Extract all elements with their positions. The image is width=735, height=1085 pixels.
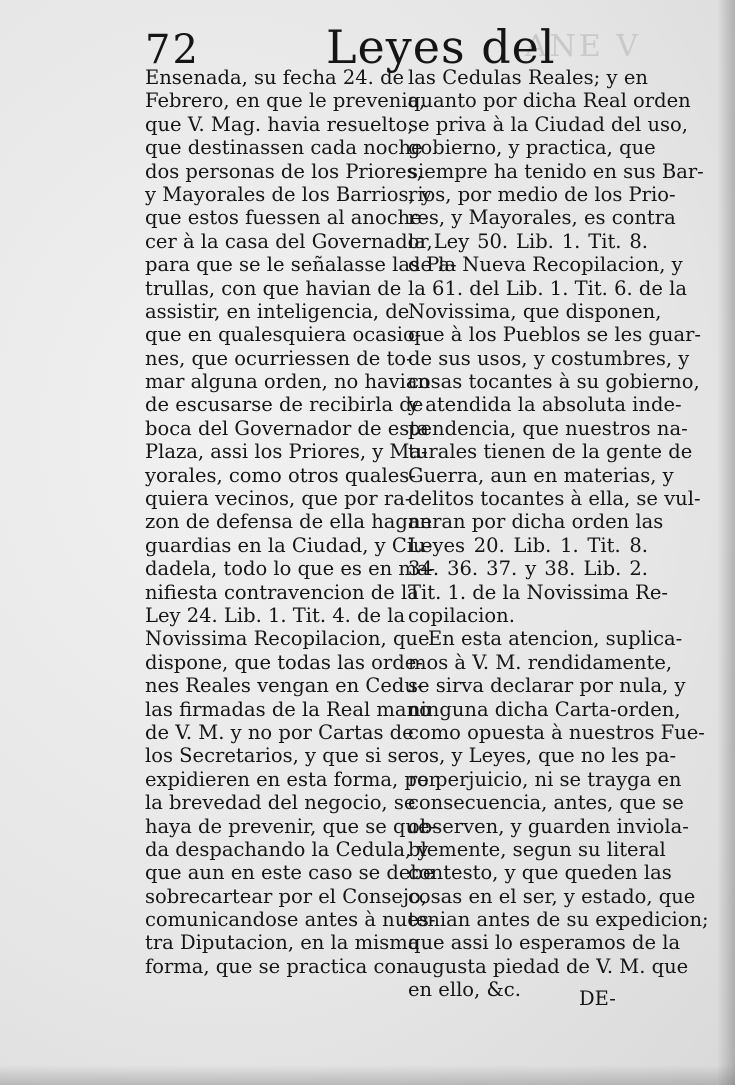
- text-line: las Cedulas Reales; y en: [408, 66, 648, 89]
- text-line: que destinassen cada noche: [145, 136, 423, 160]
- text-line: Novissima Recopilacion, que: [145, 627, 430, 651]
- text-line: de sus usos, y costumbres, y: [408, 346, 690, 370]
- text-line: contesto, y que queden las: [408, 861, 672, 885]
- text-line: mar alguna orden, no havian: [145, 370, 431, 394]
- text-line: se priva à la Ciudad del uso,: [408, 112, 688, 136]
- text-line: expidieren en esta forma, por: [145, 767, 438, 791]
- text-line: cer à la casa del Governador,: [145, 229, 433, 253]
- text-line: y atendida la absoluta inde-: [408, 393, 682, 417]
- text-line: Novissima, que disponen,: [408, 299, 662, 323]
- text-line: Febrero, en que le prevenia,: [145, 89, 426, 113]
- running-head: Leyes del: [326, 20, 556, 74]
- text-line: Plaza, assi los Priores, y Ma-: [145, 440, 428, 464]
- text-line: zon de defensa de ella hagan: [145, 510, 433, 534]
- text-line: copilacion.: [408, 603, 515, 627]
- text-line: boca del Governador de esta: [145, 416, 429, 440]
- text-line: los Secretarios, y que si se: [145, 744, 410, 768]
- text-line: cosas en el ser, y estado, que: [408, 884, 696, 908]
- text-line: tenian antes de su expedicion;: [408, 908, 709, 932]
- text-line: tra Diputacion, en la misma: [145, 931, 420, 955]
- text-line: ninguna dicha Carta-orden,: [408, 697, 681, 721]
- text-line: quiera vecinos, que por ra-: [145, 487, 412, 511]
- page-bottom-shadow: [0, 1065, 735, 1085]
- text-line: mos à V. M. rendidamente,: [408, 650, 673, 674]
- text-line: dispone, que todas las orde-: [145, 650, 423, 674]
- text-line: pendencia, que nuestros na-: [408, 416, 688, 440]
- text-line: guardias en la Ciudad, y Ciu-: [145, 533, 433, 557]
- text-line: en ello, &c.: [408, 978, 521, 1002]
- text-line: siempre ha tenido en sus Bar-: [408, 159, 704, 183]
- text-line: que à los Pueblos se les guar-: [408, 323, 701, 347]
- text-line: dadela, todo lo que es en ma-: [145, 557, 436, 581]
- text-line: comunicandose antes à nues-: [145, 908, 436, 932]
- text-line: las firmadas de la Real mano: [145, 697, 431, 721]
- text-line: En esta atencion, suplica-: [428, 627, 683, 651]
- text-line: da despachando la Cedula, y: [145, 837, 429, 861]
- text-line: la Ley 50. Lib. 1. Tit. 8.: [408, 229, 648, 253]
- text-line: dos personas de los Priores,: [145, 159, 423, 183]
- text-line: assistir, en inteligencia, de: [145, 299, 410, 323]
- text-line: augusta piedad de V. M. que: [408, 954, 689, 978]
- text-line: que V. Mag. havia resuelto,: [145, 112, 414, 136]
- text-line: observen, y guarden inviola-: [408, 814, 689, 838]
- text-line: gobierno, y practica, que: [408, 136, 656, 160]
- text-line: blemente, segun su literal: [408, 837, 666, 861]
- text-line: nes, que ocurriessen de to-: [145, 346, 413, 370]
- text-line: se sirva declarar por nula, y: [408, 674, 686, 698]
- text-line: cosas tocantes à su gobierno,: [408, 370, 700, 394]
- text-line: Ley 24. Lib. 1. Tit. 4. de la: [145, 603, 406, 627]
- text-line: y Mayorales de los Barrios, y: [145, 182, 432, 206]
- bleed-through-text: ANE V: [525, 29, 642, 64]
- text-line: 34. 36. 37. y 38. Lib. 2.: [408, 557, 648, 581]
- text-line: que assi lo esperamos de la: [408, 931, 681, 955]
- text-line: que aun en este caso se debe: [145, 861, 435, 885]
- right-column: [408, 66, 709, 1002]
- text-line: res, y Mayorales, es contra: [408, 206, 676, 230]
- text-line: la 61. del Lib. 1. Tit. 6. de la: [408, 276, 687, 300]
- text-line: turales tienen de la gente de: [408, 440, 693, 464]
- page-number: 72: [145, 27, 200, 73]
- text-line: sobrecartear por el Consejo,: [145, 884, 427, 908]
- text-line: Tit. 1. de la Novissima Re-: [408, 580, 668, 604]
- text-line: consecuencia, antes, que se: [408, 791, 684, 815]
- text-line: de V. M. y no por Cartas de: [145, 720, 414, 744]
- catchword: DE-: [579, 987, 616, 1010]
- text-line: quanto por dicha Real orden: [408, 89, 691, 113]
- text-line: Ensenada, su fecha 24. de: [145, 66, 405, 89]
- text-line: re perjuicio, ni se trayga en: [408, 767, 682, 791]
- text-line: Leyes 20. Lib. 1. Tit. 8.: [408, 533, 648, 557]
- text-line: de escusarse de recibirla de: [145, 393, 424, 417]
- text-line: que en qualesquiera ocasio-: [145, 323, 422, 347]
- text-line: delitos tocantes à ella, se vul-: [408, 487, 701, 511]
- text-line: rios, por medio de los Prio-: [408, 182, 676, 206]
- text-line: de la Nueva Recopilacion, y: [408, 253, 683, 277]
- text-line: haya de prevenir, que se que-: [145, 814, 437, 838]
- text-line: nifiesta contravencion de la: [145, 580, 419, 604]
- text-line: la brevedad del negocio, se: [145, 791, 416, 815]
- text-line: ros, y Leyes, que no les pa-: [408, 744, 677, 768]
- left-column: [145, 66, 457, 978]
- text-line: forma, que se practica con: [145, 954, 409, 978]
- text-line: neran por dicha orden las: [408, 510, 664, 534]
- text-line: que estos fuessen al anoche-: [145, 206, 429, 230]
- text-line: para que se le señalasse las Pa-: [145, 253, 457, 277]
- page-edge-shadow: [717, 0, 735, 1085]
- text-line: como opuesta à nuestros Fue-: [408, 720, 705, 744]
- text-line: nes Reales vengan en Cedu-: [145, 674, 424, 698]
- text-line: yorales, como otros quales-: [145, 463, 416, 487]
- text-line: Guerra, aun en materias, y: [408, 463, 674, 487]
- text-line: trullas, con que havian de: [145, 276, 402, 300]
